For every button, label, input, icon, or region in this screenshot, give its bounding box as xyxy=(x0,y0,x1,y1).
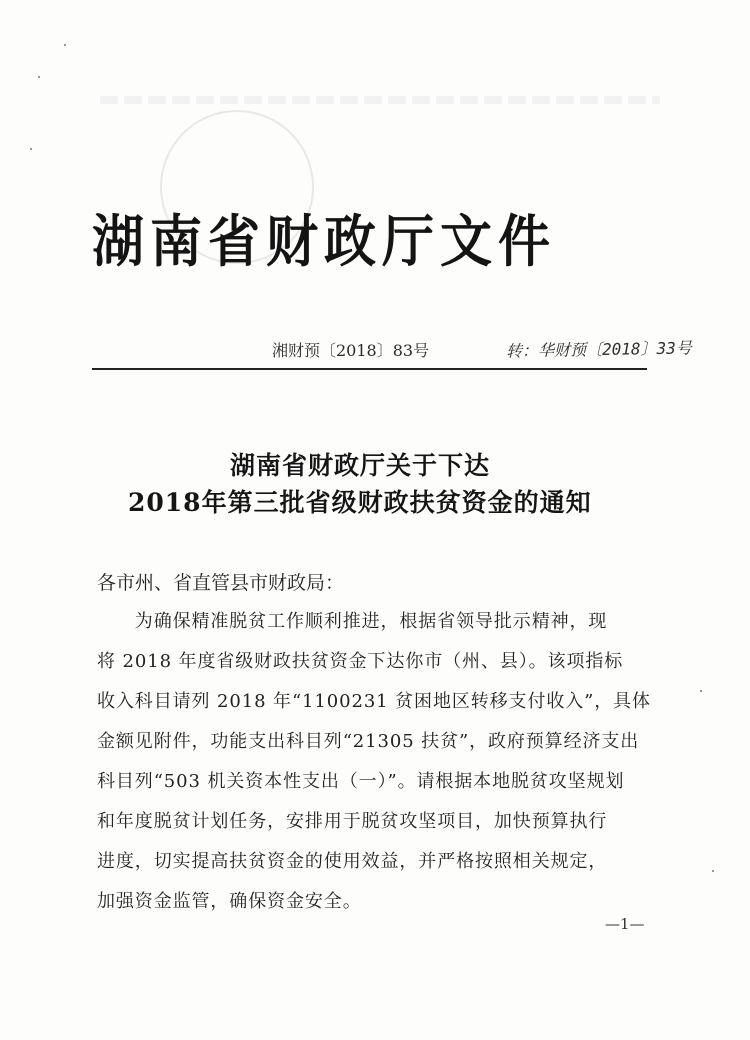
body-line: 金额见附件，功能支出科目列“21305 扶贫”，政府预算经济支出 xyxy=(97,731,640,752)
notice-title-line-2: 2018年第三批省级财政扶贫资金的通知 xyxy=(128,488,592,517)
notice-title-line-1: 湖南省财政厅关于下达 xyxy=(230,451,491,480)
handwritten-annotation: 转：华财预〔2018〕33号 xyxy=(505,338,692,361)
document-header-title: 湖南省财政厅文件 xyxy=(92,210,557,275)
header-divider xyxy=(92,368,647,370)
body-line: 为确保精准脱贫工作顺利推进，根据省领导批示精神，现 xyxy=(97,611,608,632)
body-line: 和年度脱贫计划任务，安排用于脱贫攻坚项目，加快预算执行 xyxy=(97,811,608,832)
body-line: 收入科目请列 2018 年“1100231 贫困地区转移支付收入”，具体 xyxy=(97,691,651,712)
body-line: 科目列“503 机关资本性支出（一）”。请根据本地脱贫攻坚规划 xyxy=(97,771,625,792)
body-line: 进度，切实提高扶贫资金的使用效益，并严格按照相关规定， xyxy=(97,851,608,872)
body-line: 加强资金监管，确保资金安全。 xyxy=(97,891,362,912)
salutation: 各市州、省直管县市财政局： xyxy=(97,572,345,594)
bleed-through-text xyxy=(100,96,660,104)
body-line: 将 2018 年度省级财政扶贫资金下达你市（州、县）。该项指标 xyxy=(97,651,624,672)
page-number: —1— xyxy=(605,915,645,933)
document-number: 湘财预〔2018〕83号 xyxy=(272,341,430,360)
